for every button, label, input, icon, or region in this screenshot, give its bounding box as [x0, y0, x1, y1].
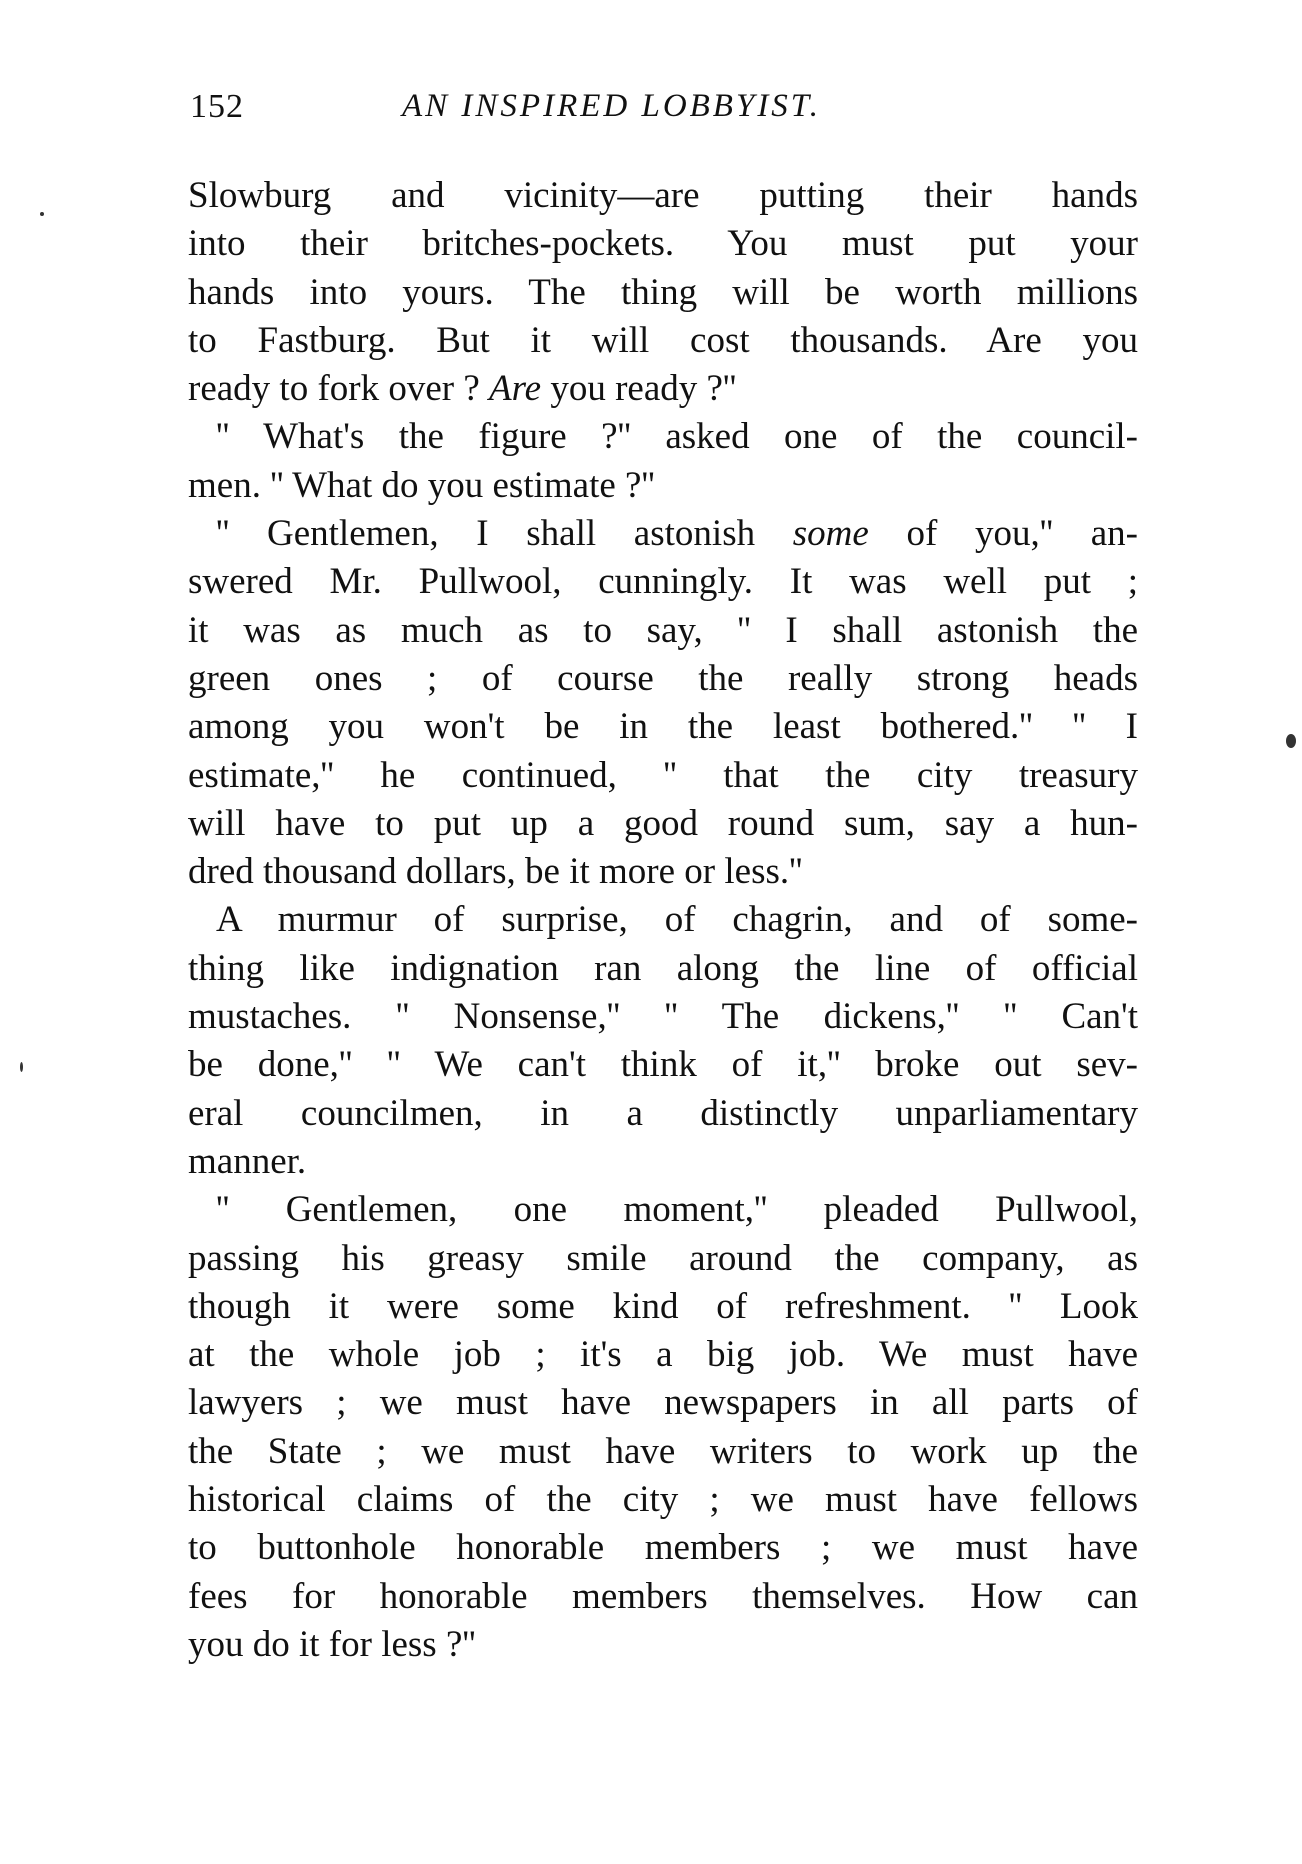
text-segment: you ready ?'': [541, 368, 737, 410]
text-line: Slowburg and vicinity—are putting their hands: [188, 175, 1138, 216]
text-line: hands into yours. The thing will be worth millions: [188, 271, 1138, 313]
text-line: estimate,'' he continued, '' that the city treasury: [188, 754, 1138, 796]
text-line: at the whole job ; it's a big job. We must have: [188, 1334, 1138, 1376]
text-line: eral councilmen, in a distinctly unparliamentary: [188, 1092, 1138, 1134]
italic-emphasis: some: [792, 513, 869, 555]
scan-speck: [1286, 734, 1296, 748]
page-header: [190, 88, 1140, 138]
text-line: A murmur of surprise, of chagrin, and of some-: [216, 899, 1138, 941]
text-line: [188, 510, 1138, 558]
running-head: AN INSPIRED LOBBYIST.: [402, 88, 821, 124]
text-line: [188, 365, 1138, 413]
text-line: the State ; we must have writers to work up the: [188, 1430, 1138, 1472]
page-number: 152: [190, 88, 244, 125]
page-body: [188, 172, 1138, 1669]
scan-speck: [40, 212, 44, 216]
text-line: manner.: [188, 1140, 307, 1182]
text-line: dred thousand dollars, be it more or less.'': [188, 851, 803, 893]
text-line: green ones ; of course the really strong heads: [188, 657, 1138, 699]
text-segment: '' Gentlemen, I shall astonish: [216, 513, 793, 555]
scan-speck: [20, 1062, 23, 1072]
text-line: to Fastburg. But it will cost thousands. Are you: [188, 319, 1138, 361]
text-line: men. '' What do you estimate ?'': [188, 464, 655, 506]
text-line: swered Mr. Pullwool, cunningly. It was well put ;: [188, 561, 1138, 603]
text-line: fees for honorable members themselves. How can: [188, 1575, 1138, 1617]
text-line: '' What's the figure ?'' asked one of the council-: [216, 416, 1138, 458]
italic-emphasis: Are: [489, 368, 542, 410]
text-line: it was as much as to say, '' I shall astonish the: [188, 609, 1138, 651]
text-line: into their britches-pockets. You must put your: [188, 223, 1138, 265]
text-segment: ready to fork over ?: [188, 368, 490, 410]
text-line: thing like indignation ran along the line of official: [188, 947, 1138, 989]
text-line: will have to put up a good round sum, say a hun-: [188, 802, 1138, 844]
text-line: historical claims of the city ; we must have fellows: [188, 1479, 1138, 1521]
text-line: to buttonhole honorable members ; we must have: [188, 1527, 1138, 1569]
text-line: among you won't be in the least bothered.'' '' I: [188, 706, 1138, 748]
text-line: though it were some kind of refreshment. '' Look: [188, 1285, 1138, 1327]
text-line: '' Gentlemen, one moment,'' pleaded Pullwool,: [216, 1189, 1138, 1231]
text-segment: of you,'' an-: [868, 513, 1138, 555]
text-line: passing his greasy smile around the company, as: [188, 1237, 1138, 1279]
text-line: you do it for less ?'': [188, 1623, 476, 1665]
text-line: be done,'' '' We can't think of it,'' broke out sev-: [188, 1044, 1138, 1086]
text-line: lawyers ; we must have newspapers in all parts of: [188, 1382, 1138, 1424]
text-line: mustaches. '' Nonsense,'' '' The dickens,'' '' Can't: [188, 996, 1138, 1038]
